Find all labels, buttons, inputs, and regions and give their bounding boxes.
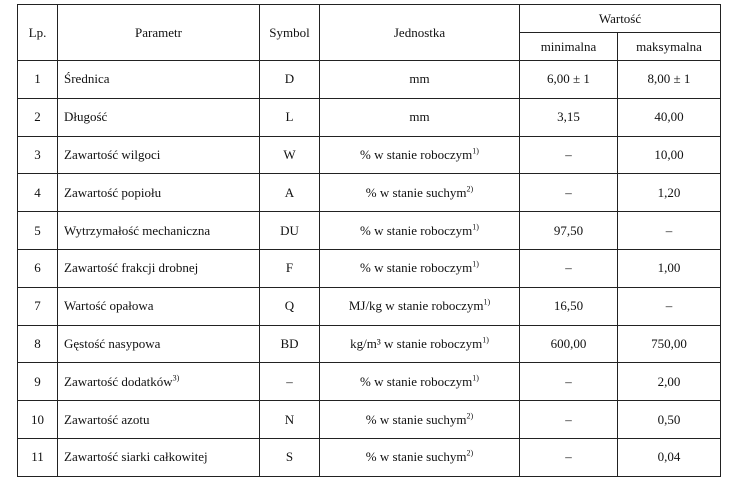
cell-parametr xyxy=(58,438,260,476)
cell-max xyxy=(618,363,721,401)
header-wartosc: Wartość xyxy=(520,5,721,33)
cell-jednostka xyxy=(320,174,520,212)
cell-min xyxy=(520,287,618,325)
cell-max xyxy=(618,136,721,174)
cell-parametr-text: Zawartość azotu xyxy=(64,411,150,427)
cell-symbol-text: D xyxy=(284,71,295,87)
cell-parametr xyxy=(58,287,260,325)
cell-min-text: – xyxy=(565,260,572,276)
cell-max xyxy=(618,212,721,250)
cell-min-text: 97,50 xyxy=(553,222,584,238)
cell-jednostka-footnote: 1) xyxy=(472,373,479,383)
cell-min xyxy=(520,325,618,363)
cell-min-text: – xyxy=(565,146,572,162)
cell-jednostka-footnote: 1) xyxy=(472,260,479,270)
cell-min-text: – xyxy=(565,373,572,389)
cell-jednostka-text: % w stanie suchym xyxy=(365,449,467,465)
cell-lp xyxy=(18,249,58,287)
cell-parametr-text: Gęstość nasypowa xyxy=(64,335,161,351)
cell-jednostka xyxy=(320,249,520,287)
cell-jednostka xyxy=(320,98,520,136)
cell-parametr xyxy=(58,249,260,287)
cell-parametr xyxy=(58,98,260,136)
cell-symbol xyxy=(260,438,320,476)
cell-lp-text: 2 xyxy=(34,109,41,125)
cell-lp xyxy=(18,61,58,99)
cell-max-text: 1,20 xyxy=(657,184,681,200)
cell-lp xyxy=(18,287,58,325)
cell-lp-text: 3 xyxy=(34,146,41,162)
cell-symbol-text: S xyxy=(285,449,294,465)
cell-max-text: 2,00 xyxy=(657,373,681,389)
cell-min-text: 3,15 xyxy=(557,109,580,125)
cell-jednostka xyxy=(320,438,520,476)
cell-jednostka-footnote: 1) xyxy=(483,297,491,307)
cell-symbol-text: DU xyxy=(280,222,299,238)
table-row xyxy=(18,438,721,476)
cell-symbol xyxy=(260,287,320,325)
cell-symbol xyxy=(260,98,320,136)
cell-jednostka xyxy=(320,363,520,401)
cell-symbol xyxy=(260,136,320,174)
table-row xyxy=(18,136,721,174)
cell-min xyxy=(520,249,618,287)
cell-max-text: 40,00 xyxy=(654,109,684,125)
cell-symbol-text: N xyxy=(284,411,295,427)
table-row xyxy=(18,98,721,136)
cell-symbol xyxy=(260,363,320,401)
cell-symbol-text: A xyxy=(284,184,295,200)
cell-max xyxy=(618,249,721,287)
cell-min xyxy=(520,363,618,401)
cell-jednostka-text: % w stanie roboczym xyxy=(360,222,473,238)
table-row xyxy=(18,287,721,325)
cell-max-text: – xyxy=(665,222,673,238)
cell-jednostka xyxy=(320,325,520,363)
cell-jednostka-text: mm xyxy=(409,109,430,125)
cell-jednostka-footnote: 1) xyxy=(482,335,489,345)
cell-parametr-text: Zawartość dodatków xyxy=(64,373,173,389)
cell-lp xyxy=(18,438,58,476)
table-row xyxy=(18,212,721,250)
cell-parametr-text: Zawartość wilgoci xyxy=(64,146,161,162)
cell-jednostka-footnote: 2) xyxy=(466,411,474,421)
cell-max xyxy=(618,438,721,476)
cell-parametr xyxy=(58,174,260,212)
cell-min xyxy=(520,401,618,439)
cell-jednostka xyxy=(320,136,520,174)
table-row xyxy=(18,363,721,401)
header-symbol: Symbol xyxy=(260,5,320,61)
cell-min-text: 600,00 xyxy=(550,335,587,351)
cell-symbol-text: – xyxy=(286,373,293,389)
cell-max-text: – xyxy=(665,298,673,314)
cell-jednostka-text: % w stanie suchym xyxy=(365,184,467,200)
cell-parametr-text: Zawartość popiołu xyxy=(64,184,162,200)
cell-parametr-text: Zawartość siarki całkowitej xyxy=(64,449,208,465)
cell-symbol-text: F xyxy=(285,260,294,276)
header-parametr: Parametr xyxy=(58,5,260,61)
header-lp: Lp. xyxy=(18,5,58,61)
cell-max-text: 10,00 xyxy=(654,146,684,162)
cell-jednostka-footnote: 2) xyxy=(466,184,474,194)
cell-parametr xyxy=(58,325,260,363)
cell-min xyxy=(520,136,618,174)
cell-jednostka-text: % w stanie roboczym xyxy=(360,260,473,276)
cell-symbol xyxy=(260,249,320,287)
cell-lp-text: 5 xyxy=(34,222,41,238)
header-minimalna: minimalna xyxy=(520,33,618,61)
cell-lp xyxy=(18,401,58,439)
cell-lp-text: 6 xyxy=(34,260,41,276)
cell-max xyxy=(618,61,721,99)
cell-min xyxy=(520,98,618,136)
cell-symbol-text: W xyxy=(283,146,296,162)
cell-parametr-text: Wytrzymałość mechaniczna xyxy=(64,222,211,238)
cell-jednostka-footnote: 2) xyxy=(466,449,474,459)
cell-symbol xyxy=(260,174,320,212)
header-maksymalna: maksymalna xyxy=(618,33,721,61)
cell-lp-text: 1 xyxy=(34,71,41,87)
cell-max xyxy=(618,98,721,136)
table-row xyxy=(18,249,721,287)
cell-jednostka-text: % w stanie roboczym xyxy=(360,373,473,389)
cell-lp xyxy=(18,325,58,363)
cell-symbol xyxy=(260,401,320,439)
cell-lp-text: 8 xyxy=(34,335,41,351)
cell-jednostka xyxy=(320,61,520,99)
cell-jednostka xyxy=(320,401,520,439)
cell-lp-text: 4 xyxy=(34,184,41,200)
cell-min-text: – xyxy=(565,184,572,200)
table-row xyxy=(18,401,721,439)
cell-parametr-text: Długość xyxy=(64,109,108,125)
cell-parametr-text: Zawartość frakcji drobnej xyxy=(64,260,199,276)
cell-jednostka-footnote: 1) xyxy=(472,146,479,156)
cell-symbol xyxy=(260,212,320,250)
cell-lp xyxy=(18,174,58,212)
cell-max-text: 750,00 xyxy=(651,335,687,351)
cell-min xyxy=(520,212,618,250)
cell-lp-text: 7 xyxy=(34,298,41,314)
cell-jednostka xyxy=(320,287,520,325)
cell-parametr-text: Średnica xyxy=(64,71,110,87)
cell-max xyxy=(618,401,721,439)
cell-parametr xyxy=(58,212,260,250)
cell-parametr xyxy=(58,61,260,99)
cell-symbol xyxy=(260,325,320,363)
cell-parametr-footnote: 3) xyxy=(172,373,180,383)
cell-min-text: 6,00 ± 1 xyxy=(547,71,590,87)
cell-jednostka-text: kg/m³ w stanie roboczym xyxy=(350,335,483,351)
cell-max-text: 8,00 ± 1 xyxy=(647,71,691,87)
cell-lp xyxy=(18,212,58,250)
cell-jednostka-text: MJ/kg w stanie roboczym xyxy=(348,298,484,314)
cell-min-text: – xyxy=(565,449,572,465)
cell-min xyxy=(520,61,618,99)
parameters-table xyxy=(17,4,721,477)
cell-min xyxy=(520,174,618,212)
cell-lp xyxy=(18,136,58,174)
cell-parametr xyxy=(58,136,260,174)
cell-lp-text: 10 xyxy=(31,411,44,427)
table-row xyxy=(18,174,721,212)
cell-lp xyxy=(18,363,58,401)
cell-max-text: 1,00 xyxy=(657,260,681,276)
cell-jednostka xyxy=(320,212,520,250)
cell-jednostka-text: mm xyxy=(409,71,430,87)
cell-max-text: 0,04 xyxy=(657,449,681,465)
cell-parametr xyxy=(58,401,260,439)
cell-max-text: 0,50 xyxy=(657,411,681,427)
cell-max xyxy=(618,287,721,325)
cell-min-text: 16,50 xyxy=(553,298,584,314)
table-row xyxy=(18,325,721,363)
table-body xyxy=(18,61,721,477)
cell-min xyxy=(520,438,618,476)
cell-symbol-text: L xyxy=(285,109,294,125)
cell-symbol xyxy=(260,61,320,99)
cell-jednostka-text: % w stanie roboczym xyxy=(360,146,473,162)
cell-lp-text: 9 xyxy=(34,373,41,389)
cell-symbol-text: Q xyxy=(284,298,295,314)
cell-jednostka-text: % w stanie suchym xyxy=(365,411,467,427)
table-row xyxy=(18,61,721,99)
cell-parametr-text: Wartość opałowa xyxy=(64,298,154,314)
cell-jednostka-footnote: 1) xyxy=(472,222,479,232)
cell-parametr xyxy=(58,363,260,401)
cell-lp xyxy=(18,98,58,136)
header-jednostka: Jednostka xyxy=(320,5,520,61)
cell-max xyxy=(618,325,721,363)
cell-min-text: – xyxy=(565,411,572,427)
cell-symbol-text: BD xyxy=(280,335,299,351)
cell-max xyxy=(618,174,721,212)
cell-lp-text: 11 xyxy=(31,449,44,465)
